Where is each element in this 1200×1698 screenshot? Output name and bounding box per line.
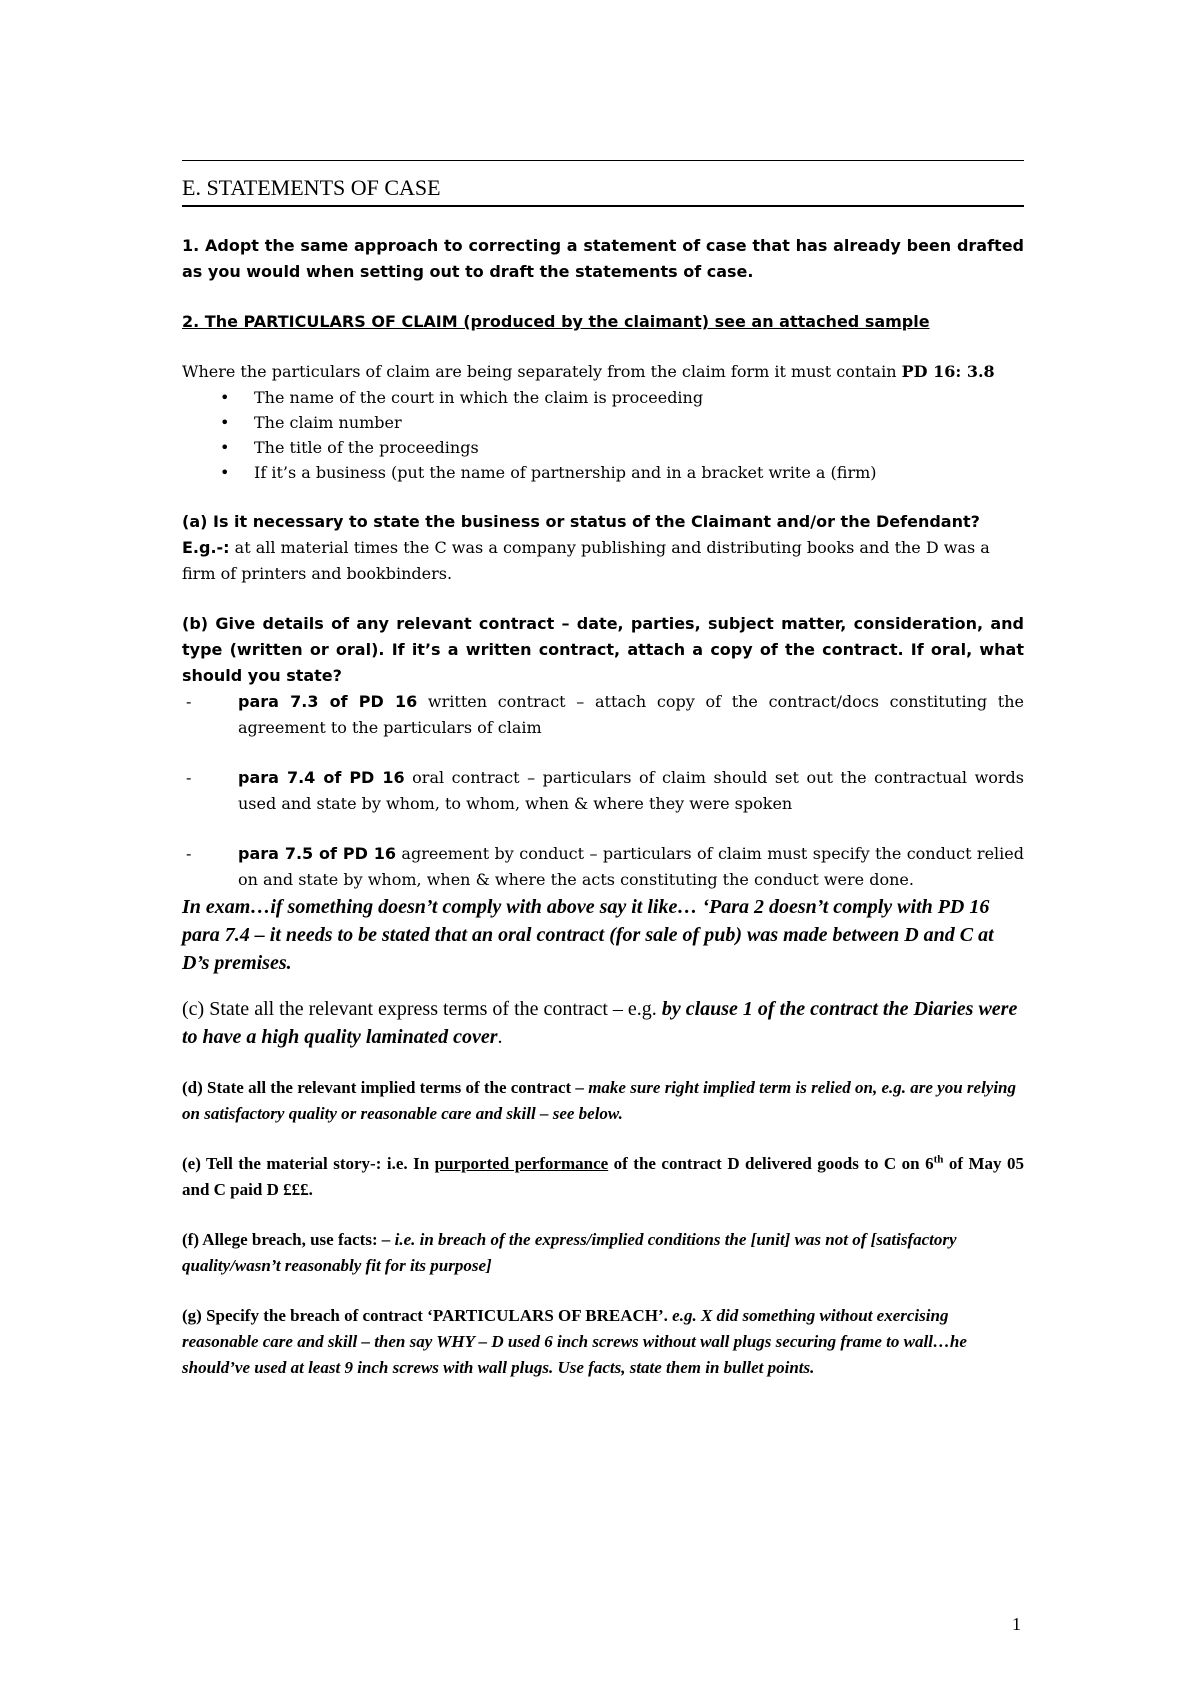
question-f-heading: (f) Allege breach, use facts: — [182, 1230, 378, 1249]
requirements-list — [182, 385, 1024, 485]
particulars-heading: 2. The PARTICULARS OF CLAIM (produced by the claimant) see an attached sample — [182, 312, 930, 331]
paragraph-3-text: Where the particulars of claim are being separately from the claim form it must contain — [182, 362, 897, 381]
list-item — [182, 689, 1024, 741]
bullet-icon: • — [220, 388, 230, 407]
eg-label: E.g.-: — [182, 538, 230, 557]
document-page — [182, 140, 1024, 1381]
list-item: • If it’s a business (put the name of partnership and in a bracket write a (firm) — [182, 460, 1024, 485]
section-heading: E. STATEMENTS OF CASE — [182, 171, 1024, 207]
pd-ref: para 7.4 of PD 16 — [238, 768, 405, 787]
question-f-note: – i.e. in breach of the express/implied conditions the [unit] was not of [satisfactory quality/wasn’t reasonably fit for its purpose] — [182, 1230, 957, 1275]
question-f — [182, 1227, 1024, 1279]
top-rule — [182, 160, 1024, 161]
bullet-icon: • — [220, 413, 230, 432]
dash-icon: - — [186, 692, 192, 711]
list-item: • The title of the proceedings — [182, 435, 1024, 460]
pd-text: agreement by conduct – particulars of claim must specify the conduct relied on and state by whom, when & where the acts constituting the conduct were done. — [238, 844, 1024, 889]
pd-ref: para 7.5 of PD 16 — [238, 844, 397, 863]
bullet-icon: • — [220, 463, 230, 482]
list-item — [182, 765, 1024, 817]
question-a-heading: (a) Is it necessary to state the business or status of the Claimant and/or the Defendant? — [182, 512, 980, 531]
question-c-example: by clause 1 of the contract the Diaries were to have a high quality laminated cover — [182, 998, 1018, 1048]
dash-icon: - — [186, 768, 192, 787]
question-e: (e) Tell the material story-: i.e. In purported performance of the contract D delivered goods to C on 6th of May 05 and C paid D £££. — [182, 1153, 1025, 1199]
pd-text: oral contract – particulars of claim should set out the contractual words used and state by whom, to whom, when & where they were spoken — [238, 768, 1024, 813]
paragraph-3 — [182, 359, 1024, 385]
page-number: 1 — [1012, 1614, 1021, 1634]
question-b-heading: (b) Give details of any relevant contract – date, parties, subject matter, consideration, and type (written or oral). If it’s a written contract, attach a copy of the contract. If oral, what should you state? — [182, 614, 1024, 685]
list-item: • The claim number — [182, 410, 1024, 435]
question-c-heading: (c) State all the relevant express terms of the contract – e.g. — [182, 998, 657, 1020]
question-d-heading: (d) State all the relevant implied terms of the contract – — [182, 1078, 584, 1097]
paragraph-3-ref: PD 16: 3.8 — [901, 362, 995, 381]
list-item: • The name of the court in which the claim is proceeding — [182, 385, 1024, 410]
pd-ref: para 7.3 of PD 16 — [238, 692, 418, 711]
question-g — [182, 1303, 1024, 1381]
question-d — [182, 1075, 1024, 1127]
question-d-note: make sure right implied term is relied on, e.g. are you relying on satisfactory quality or reasonable care and skill – see below. — [182, 1078, 1017, 1123]
exam-note: In exam…if something doesn’t comply with above say it like… ‘Para 2 doesn’t comply with PD 16 para 7.4 – it needs to be stated that an oral contract (for sale of pub) was made between D and C at D’s premises. — [182, 896, 994, 974]
list-item — [182, 841, 1024, 893]
dash-icon: - — [186, 844, 192, 863]
pd-text: written contract – attach copy of the contract/docs constituting the agreement to the particulars of claim — [238, 692, 1025, 737]
bullet-icon: • — [220, 438, 230, 457]
question-g-note: e.g. X did something without exercising reasonable care and skill – then say WHY – D used 6 inch screws without wall plugs securing frame to wall…he should’ve used at least 9 inch screws with wall plugs. Use facts, state them in bullet points. — [182, 1306, 967, 1377]
question-c: (c) State all the relevant express terms of the contract – e.g. by clause 1 of the contract the Diaries were to have a high quality laminated cover. — [182, 998, 1018, 1048]
question-a-example — [182, 535, 1024, 587]
purported-performance: purported performance — [434, 1154, 609, 1173]
paragraph-1: 1. Adopt the same approach to correcting a statement of case that has already been drafted as you would when setting out to draft the statements of case. — [182, 236, 1024, 281]
eg-text: at all material times the C was a company publishing and distributing books and the D was a firm of printers and bookbinders. — [182, 538, 990, 583]
question-g-heading: (g) Specify the breach of contract ‘PARTICULARS OF BREACH’. — [182, 1306, 668, 1325]
